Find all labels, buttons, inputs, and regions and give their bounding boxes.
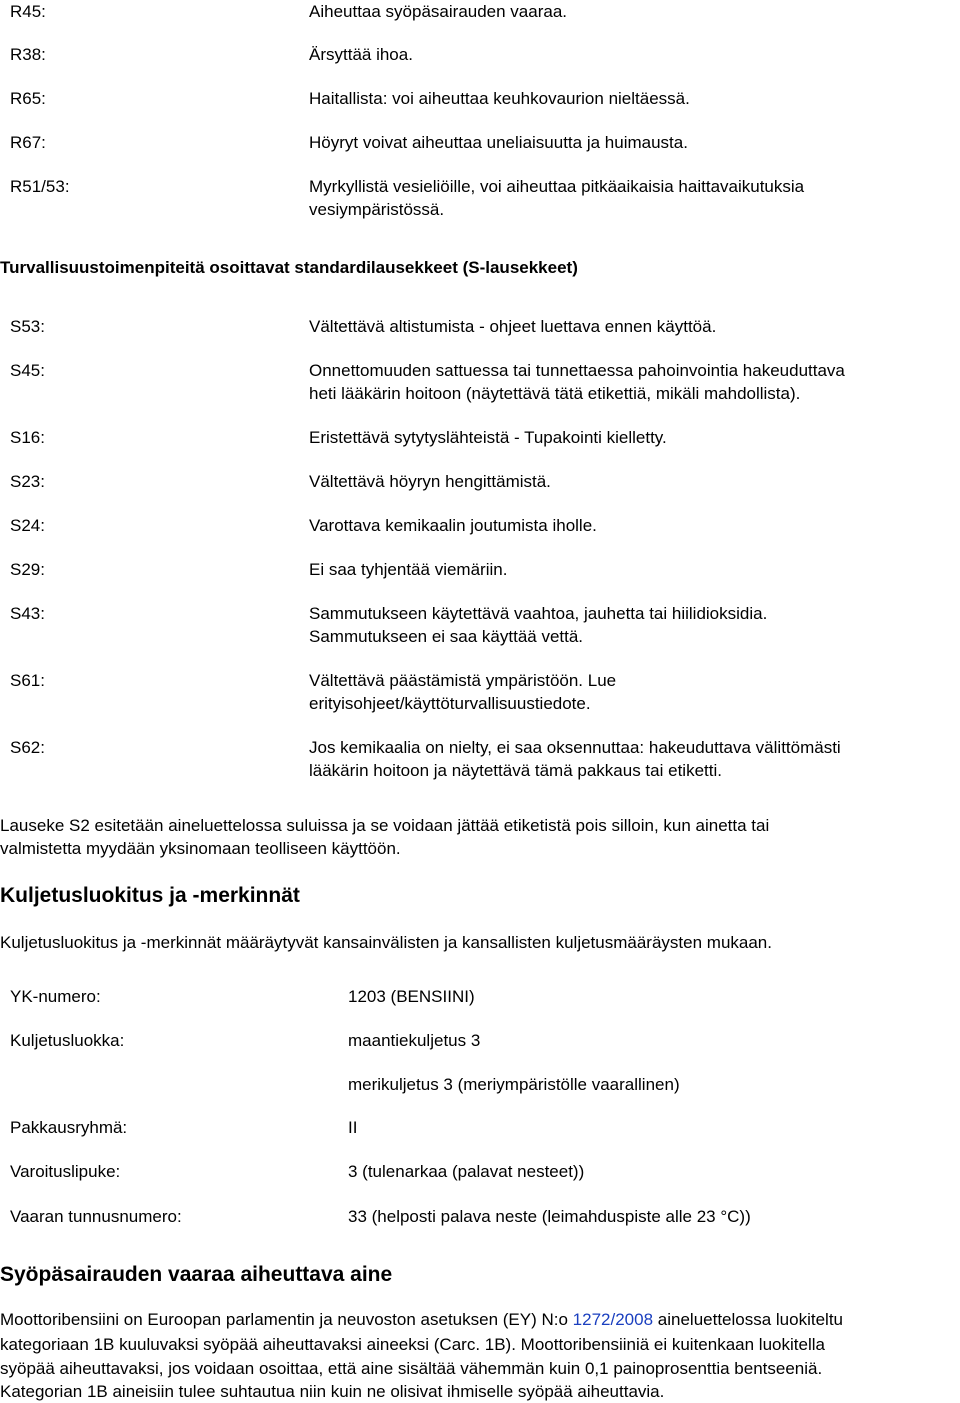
s-phrase-text: lääkärin hoitoon ja näytettävä tämä pakkaus tai etiketti.	[309, 761, 722, 780]
s-phrase-text: Onnettomuuden sattuessa tai tunnettaessa pahoinvointia hakeuduttava	[309, 361, 845, 380]
s-phrase-code: S16:	[10, 428, 45, 447]
carcinogen-paragraph-line: kategoriaan 1B kuuluvaksi syöpää aiheuttavaksi aineeksi (Carc. 1B). Moottoribensiiniä ei kuitenkaan luokitella	[0, 1335, 825, 1354]
s-phrase-code: S61:	[10, 671, 45, 690]
s-phrase-code: S62:	[10, 738, 45, 757]
r-phrase-text: vesiympäristössä.	[309, 200, 445, 219]
r-phrase-text: Höyryt voivat aiheuttaa uneliaisuutta ja huimausta.	[309, 133, 688, 152]
s-phrase-code: S53:	[10, 317, 45, 336]
s-phrase-text: heti lääkärin hoitoon (näytettävä tätä etikettiä, mikäli mahdollista).	[309, 384, 801, 403]
s2-note-paragraph: valmistetta myydään yksinomaan teolliseen käyttöön.	[0, 839, 401, 858]
s-phrase-code: S29:	[10, 560, 45, 579]
s-phrase-text: Jos kemikaalia on nielty, ei saa oksennuttaa: hakeuduttava välittömästi	[309, 738, 841, 757]
transport-label: Pakkausryhmä:	[10, 1118, 128, 1137]
r-phrase-text: Haitallista: voi aiheuttaa keuhkovaurion nieltäessä.	[309, 89, 690, 108]
s-phrase-text: Vältettävä päästämistä ympäristöön. Lue	[309, 671, 617, 690]
transport-value: 3 (tulenarkaa (palavat nesteet))	[348, 1162, 585, 1181]
r-phrase-code: R51/53:	[10, 177, 70, 196]
transport-value: merikuljetus 3 (meriympäristölle vaarallinen)	[348, 1075, 680, 1094]
carcinogen-heading: Syöpäsairauden vaaraa aiheuttava aine	[0, 1263, 393, 1286]
s-phrase-code: S43:	[10, 604, 45, 623]
s-phrase-text: Sammutukseen ei saa käyttää vettä.	[309, 627, 584, 646]
r-phrase-code: R38:	[10, 45, 46, 64]
s-phrase-code: S24:	[10, 516, 45, 535]
s-phrase-text: Sammutukseen käytettävä vaahtoa, jauhetta tai hiilidioksidia.	[309, 604, 768, 623]
r-phrase-text: Myrkyllistä vesieliöille, voi aiheuttaa pitkäaikaisia haittavaikutuksia	[309, 177, 805, 196]
transport-heading: Kuljetusluokitus ja -merkinnät	[0, 884, 300, 907]
r-phrase-code: R67:	[10, 133, 46, 152]
carcinogen-text: Moottoribensiini on Euroopan parlamentin ja neuvoston asetuksen (EY) N:o	[0, 1310, 573, 1329]
r-phrase-text: Ärsyttää ihoa.	[309, 45, 413, 64]
s-phrases-heading: Turvallisuustoimenpiteitä osoittavat standardilausekkeet (S-lausekkeet)	[0, 258, 578, 277]
s-phrase-text: Varottava kemikaalin joutumista iholle.	[309, 516, 597, 535]
transport-label: Vaaran tunnusnumero:	[10, 1207, 182, 1226]
transport-label: YK-numero:	[10, 987, 101, 1006]
s2-note-paragraph: Lauseke S2 esitetään aineluettelossa suluissa ja se voidaan jättää etiketistä pois silloin, kun ainetta tai	[0, 816, 770, 835]
r-phrase-code: R45:	[10, 2, 46, 21]
r-phrase-code: R65:	[10, 89, 46, 108]
regulation-link[interactable]: 1272/2008	[572, 1310, 654, 1329]
s-phrase-text: Eristettävä sytytyslähteistä - Tupakointi kielletty.	[309, 428, 667, 447]
carcinogen-text: aineluettelossa luokiteltu	[653, 1310, 844, 1329]
s-phrase-text: Vältettävä höyryn hengittämistä.	[309, 472, 551, 491]
transport-value: 1203 (BENSIINI)	[348, 987, 475, 1006]
s-phrase-text: erityisohjeet/käyttöturvallisuustiedote.	[309, 694, 591, 713]
transport-value: maantiekuljetus 3	[348, 1031, 481, 1050]
s-phrase-code: S23:	[10, 472, 45, 491]
carcinogen-paragraph-line: syöpää aiheuttavaksi, jos voidaan osoittaa, että aine sisältää vähemmän kuin 0,1 painoprosenttia bentseeniä.	[0, 1359, 823, 1378]
transport-label: Kuljetusluokka:	[10, 1031, 125, 1050]
s-phrase-text: Vältettävä altistumista - ohjeet luettava ennen käyttöä.	[309, 317, 717, 336]
carcinogen-paragraph-line: Kategorian 1B aineisiin tulee suhtautua niin kuin ne olisivat ihmiselle syöpää aiheuttavia.	[0, 1382, 665, 1401]
s-phrase-code: S45:	[10, 361, 45, 380]
transport-value: II	[348, 1118, 358, 1137]
transport-intro: Kuljetusluokitus ja -merkinnät määräytyvät kansainvälisten ja kansallisten kuljetusmääräysten mukaan.	[0, 933, 772, 952]
transport-label: Varoituslipuke:	[10, 1162, 121, 1181]
r-phrase-text: Aiheuttaa syöpäsairauden vaaraa.	[309, 2, 568, 21]
transport-value: 33 (helposti palava neste (leimahduspiste alle 23 °C))	[348, 1207, 751, 1226]
carcinogen-paragraph-line	[0, 1309, 950, 1331]
s-phrase-text: Ei saa tyhjentää viemäriin.	[309, 560, 508, 579]
